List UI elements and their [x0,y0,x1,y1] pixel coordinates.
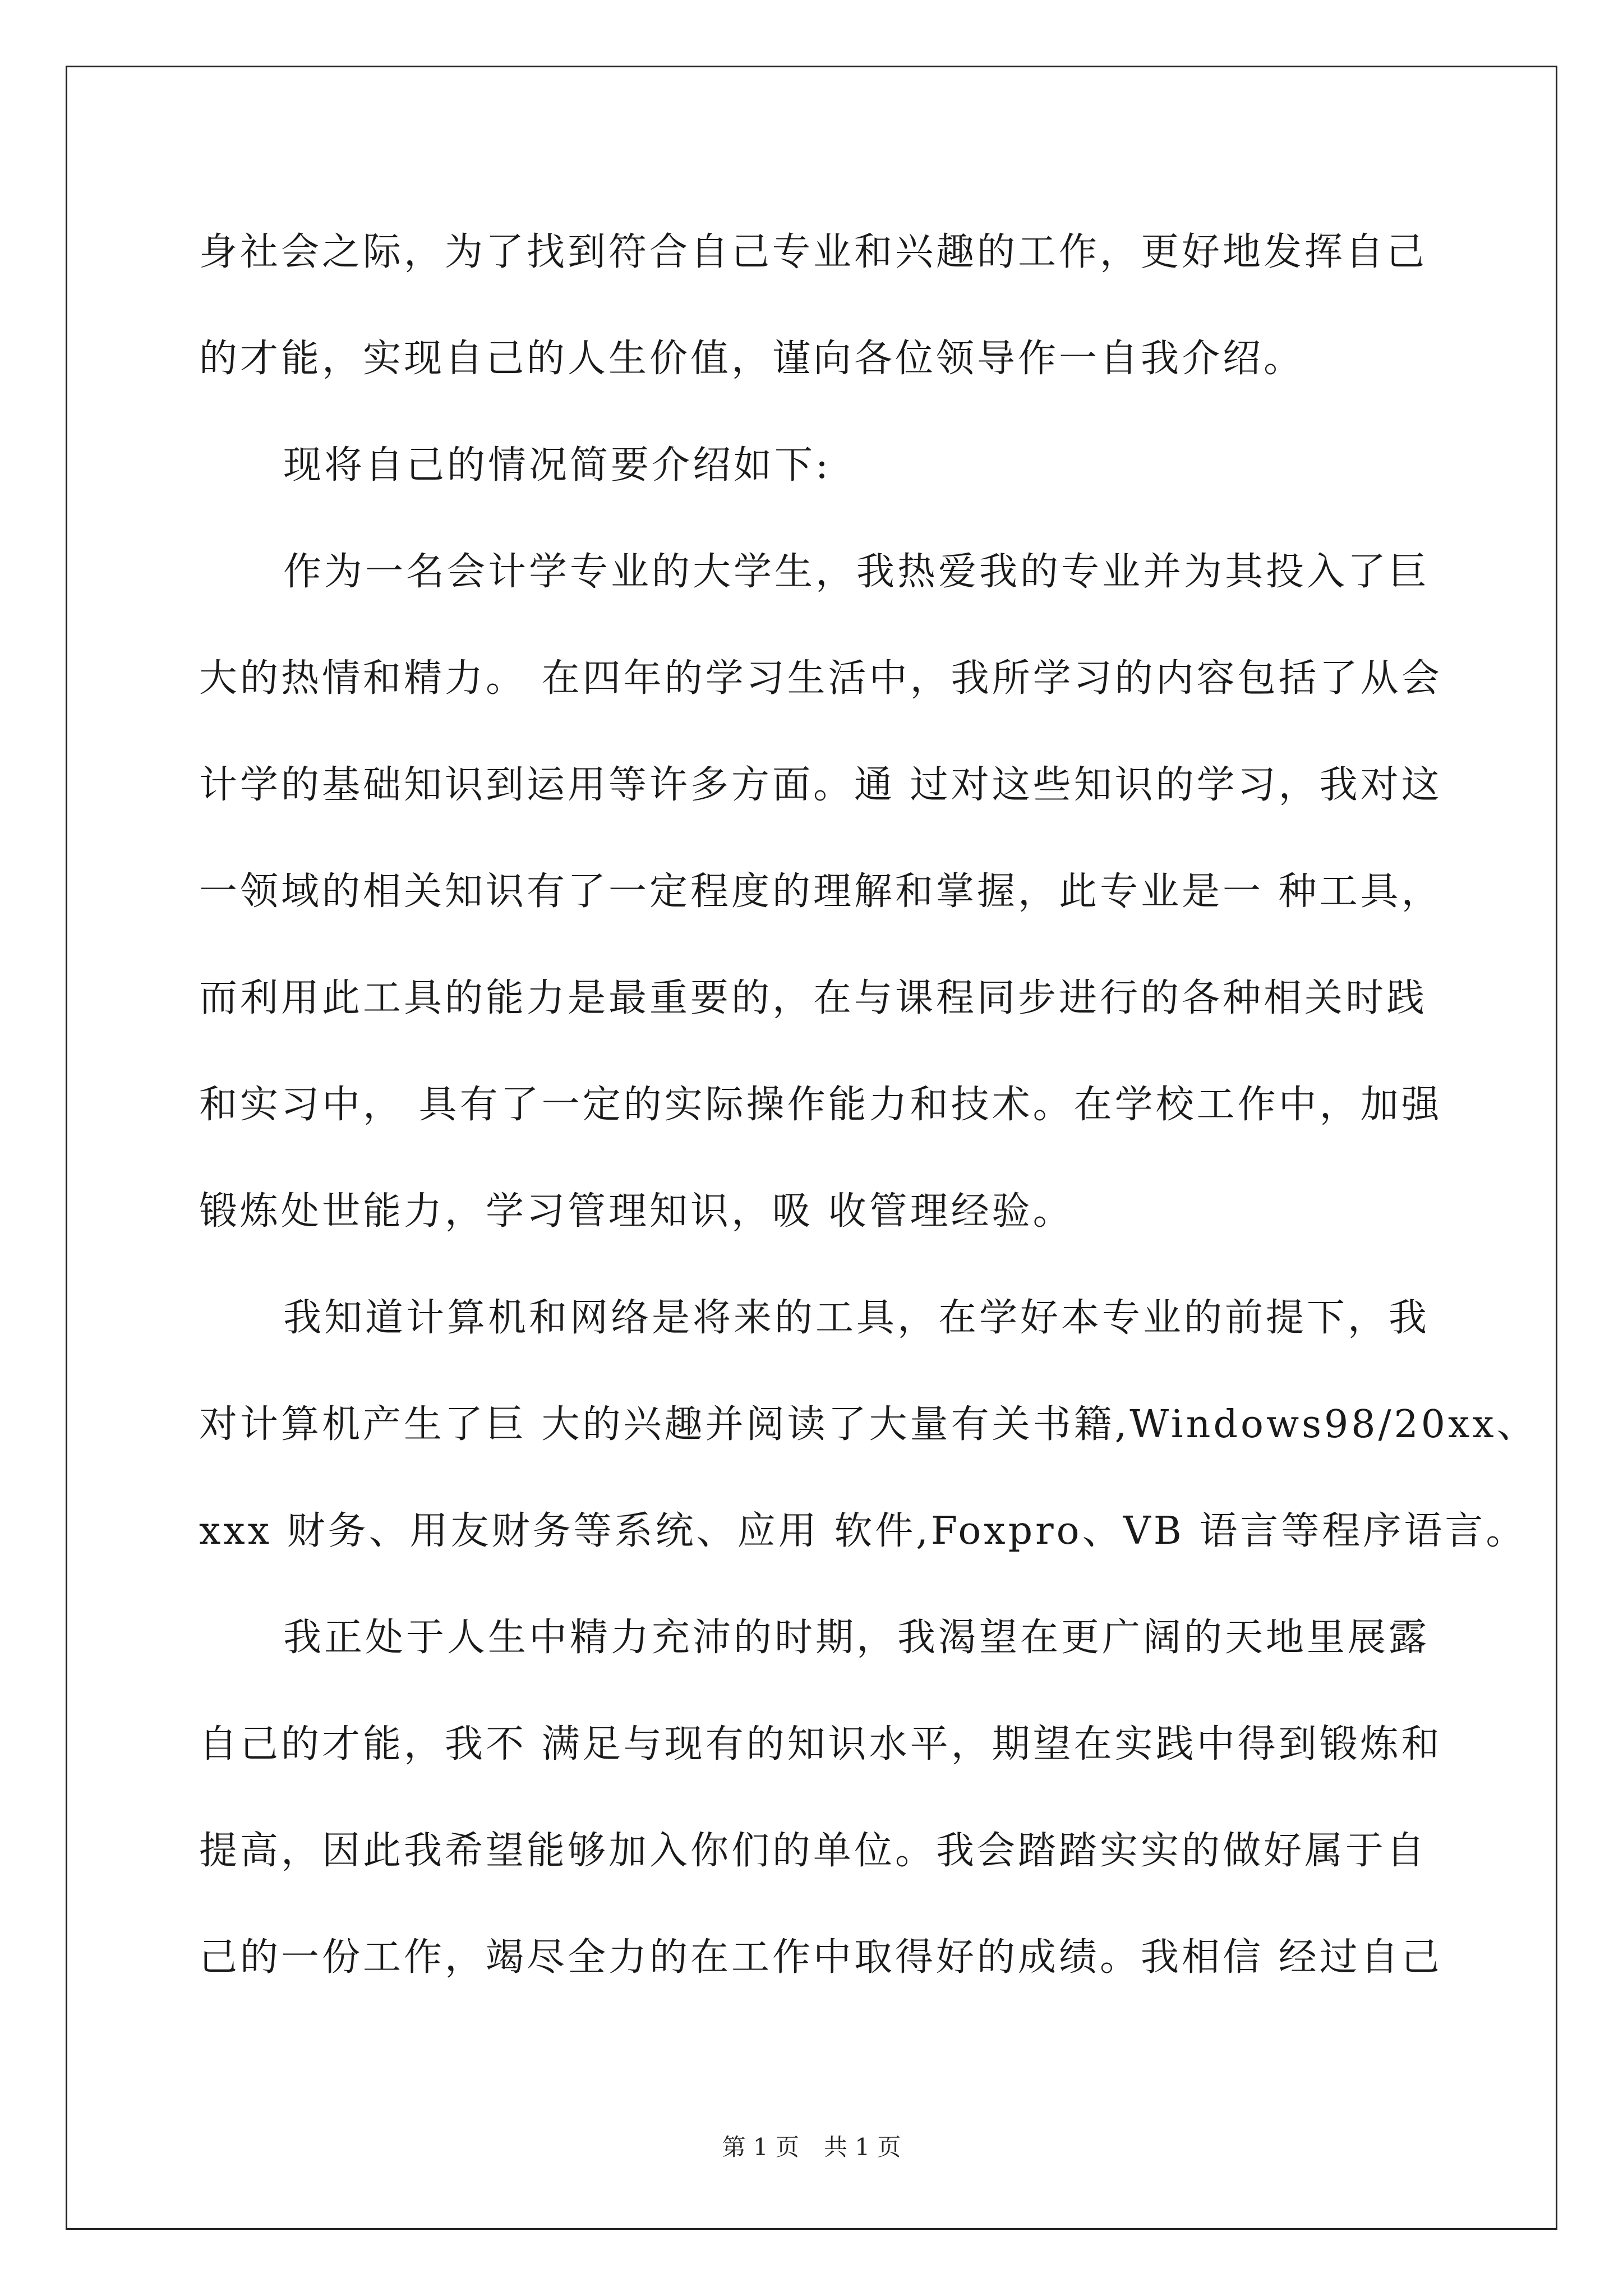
text-line-16: 提高，因此我希望能够加入你们的单位。我会踏踏实实的做好属于自 [199,1829,1428,1873]
text-line-6: 计学的基础知识到运用等许多方面。通 过对这些知识的学习，我对这 [199,763,1442,807]
text-line-8: 而利用此工具的能力是最重要的，在与课程同步进行的各种相关时践 [199,976,1428,1020]
page-footer [0,2129,1623,2162]
text-line-2: 的才能，实现自己的人生价值，谨向各位领导作一自我介绍。 [199,337,1305,381]
text-line-9: 和实习中， 具有了一定的实际操作能力和技术。在学校工作中，加强 [199,1083,1442,1127]
text-line-12: 对计算机产生了巨 大的兴趣并阅读了大量有关书籍,Windows98/20xx、 [199,1402,1538,1447]
page-total: 共 1 页 [824,2133,901,2161]
text-line-14: 我正处于人生中精力充沛的时期，我渴望在更广阔的天地里展露 [283,1616,1430,1660]
text-line-10: 锻炼处世能力，学习管理知识，吸 收管理经验。 [199,1189,1074,1234]
text-line-7: 一领域的相关知识有了一定程度的理解和掌握，此专业是一 种工具， [199,869,1442,914]
document-body [199,219,1538,2031]
text-line-11: 我知道计算机和网络是将来的工具，在学好本专业的前提下，我 [283,1296,1430,1340]
text-line-3: 现将自己的情况简要介绍如下: [283,443,831,487]
page-number: 第 1 页 [722,2133,799,2161]
text-line-5: 大的热情和精力。 在四年的学习生活中，我所学习的内容包括了从会 [199,656,1442,701]
text-line-1: 身社会之际，为了找到符合自己专业和兴趣的工作，更好地发挥自己 [199,230,1428,274]
text-line-17: 己的一份工作，竭尽全力的在工作中取得好的成绩。我相信 经过自己 [199,1935,1442,1980]
text-line-13: xxx 财务、用友财务等系统、应用 软件,Foxpro、VB 语言等程序语言。 [199,1509,1527,1553]
text-line-4: 作为一名会计学专业的大学生，我热爱我的专业并为其投入了巨 [283,550,1430,594]
text-line-15: 自己的才能，我不 满足与现有的知识水平，期望在实践中得到锻炼和 [199,1722,1442,1766]
